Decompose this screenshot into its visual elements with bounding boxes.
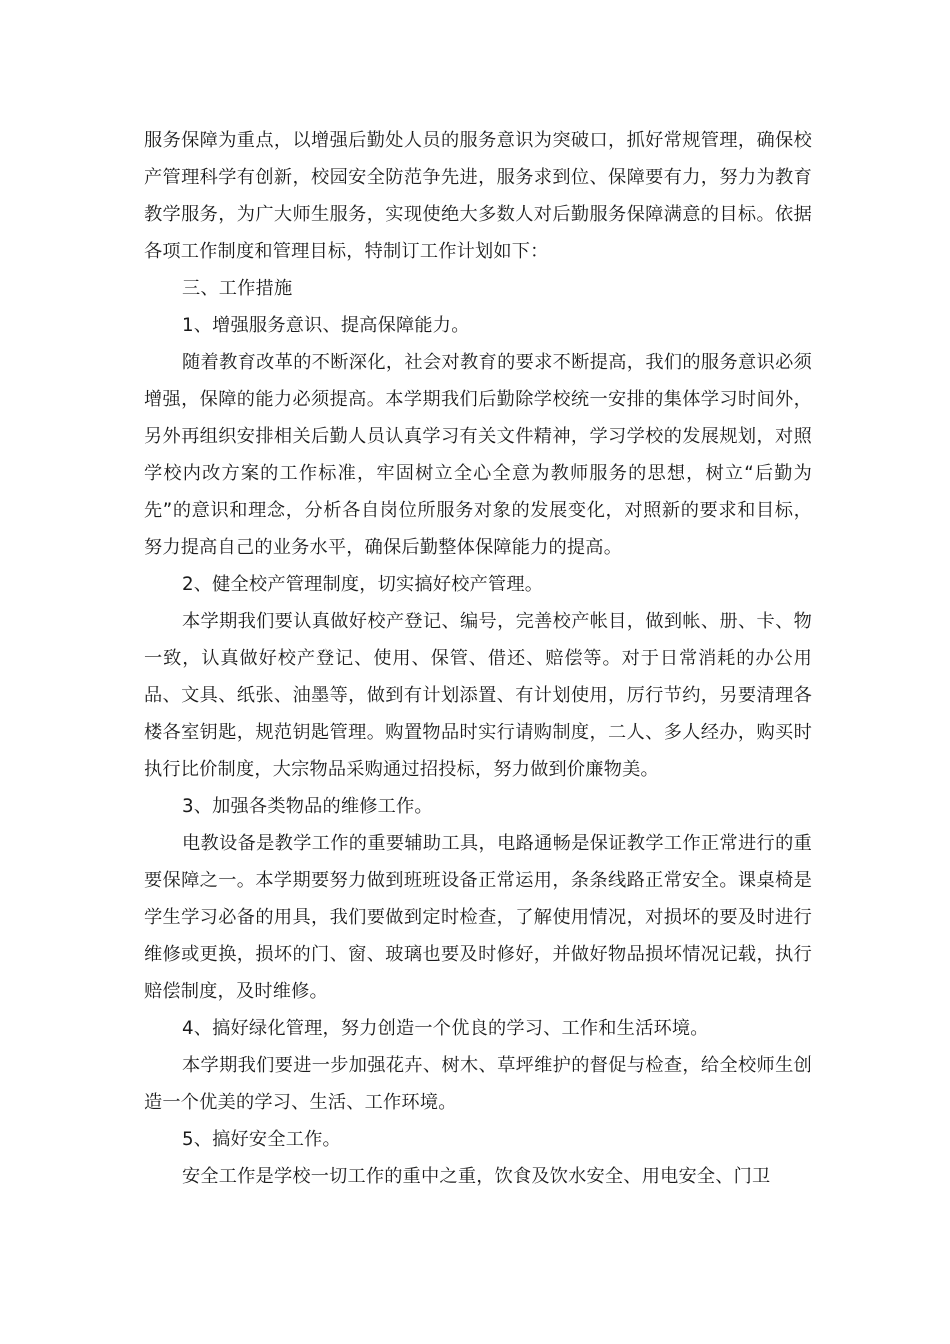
item-heading-3: 3、加强各类物品的维修工作。 xyxy=(182,796,433,817)
paragraph-item-1: 随着教育改革的不断深化，社会对教育的要求不断提高，我们的服务意识必须增强，保障的能力必须提高。本学期我们后勤除学校统一安排的集体学习时间外，另外再组织安排相关后勤人员认真学习有关文件精神，学习学校的发展规划，对照学校内改方案的工作标准，牢固树立全心全意为教师服务的思想，树立“后勤为先”的意识和理念，分析各自岗位所服务对象的发展变化，对照新的要求和目标，努力提高自己的业务水平，确保后勤整体保障能力的提高。 xyxy=(144,352,812,558)
paragraph-item-4: 本学期我们要进一步加强花卉、树木、草坪维护的督促与检查，给全校师生创造一个优美的学习、生活、工作环境。 xyxy=(144,1055,812,1113)
item-heading-4: 4、搞好绿化管理，努力创造一个优良的学习、工作和生活环境。 xyxy=(182,1018,709,1039)
paragraph-item-2: 本学期我们要认真做好校产登记、编号，完善校产帐目，做到帐、册、卡、物一致，认真做好校产登记、使用、保管、借还、赔偿等。对于日常消耗的办公用品、文具、纸张、油墨等，做到有计划添置、有计划使用，厉行节约，另要清理各楼各室钥匙，规范钥匙管理。购置物品时实行请购制度，二人、多人经办，购买时执行比价制度，大宗物品采购通过招投标，努力做到价廉物美。 xyxy=(144,611,812,780)
document-body xyxy=(144,122,812,1195)
item-heading-2: 2、健全校产管理制度，切实搞好校产管理。 xyxy=(182,574,544,595)
paragraph-item-5: 安全工作是学校一切工作的重中之重，饮食及饮水安全、用电安全、门卫 xyxy=(182,1166,771,1187)
item-heading-5: 5、搞好安全工作。 xyxy=(182,1129,341,1150)
section-heading-measures: 三、工作措施 xyxy=(182,278,293,299)
paragraph-intro: 服务保障为重点，以增强后勤处人员的服务意识为突破口，抓好常规管理，确保校产管理科学有创新，校园安全防范争先进，服务求到位、保障要有力，努力为教育教学服务，为广大师生服务，实现使绝大多数人对后勤服务保障满意的目标。依据各项工作制度和管理目标，特制订工作计划如下： xyxy=(144,130,812,262)
item-heading-1: 1、增强服务意识、提高保障能力。 xyxy=(182,315,470,336)
paragraph-item-3: 电教设备是教学工作的重要辅助工具，电路通畅是保证教学工作正常进行的重要保障之一。本学期要努力做到班班设备正常运用，条条线路正常安全。课桌椅是学生学习必备的用具，我们要做到定时检查，了解使用情况，对损坏的要及时进行维修或更换，损坏的门、窗、玻璃也要及时修好，并做好物品损坏情况记载，执行赔偿制度，及时维修。 xyxy=(144,833,812,1002)
